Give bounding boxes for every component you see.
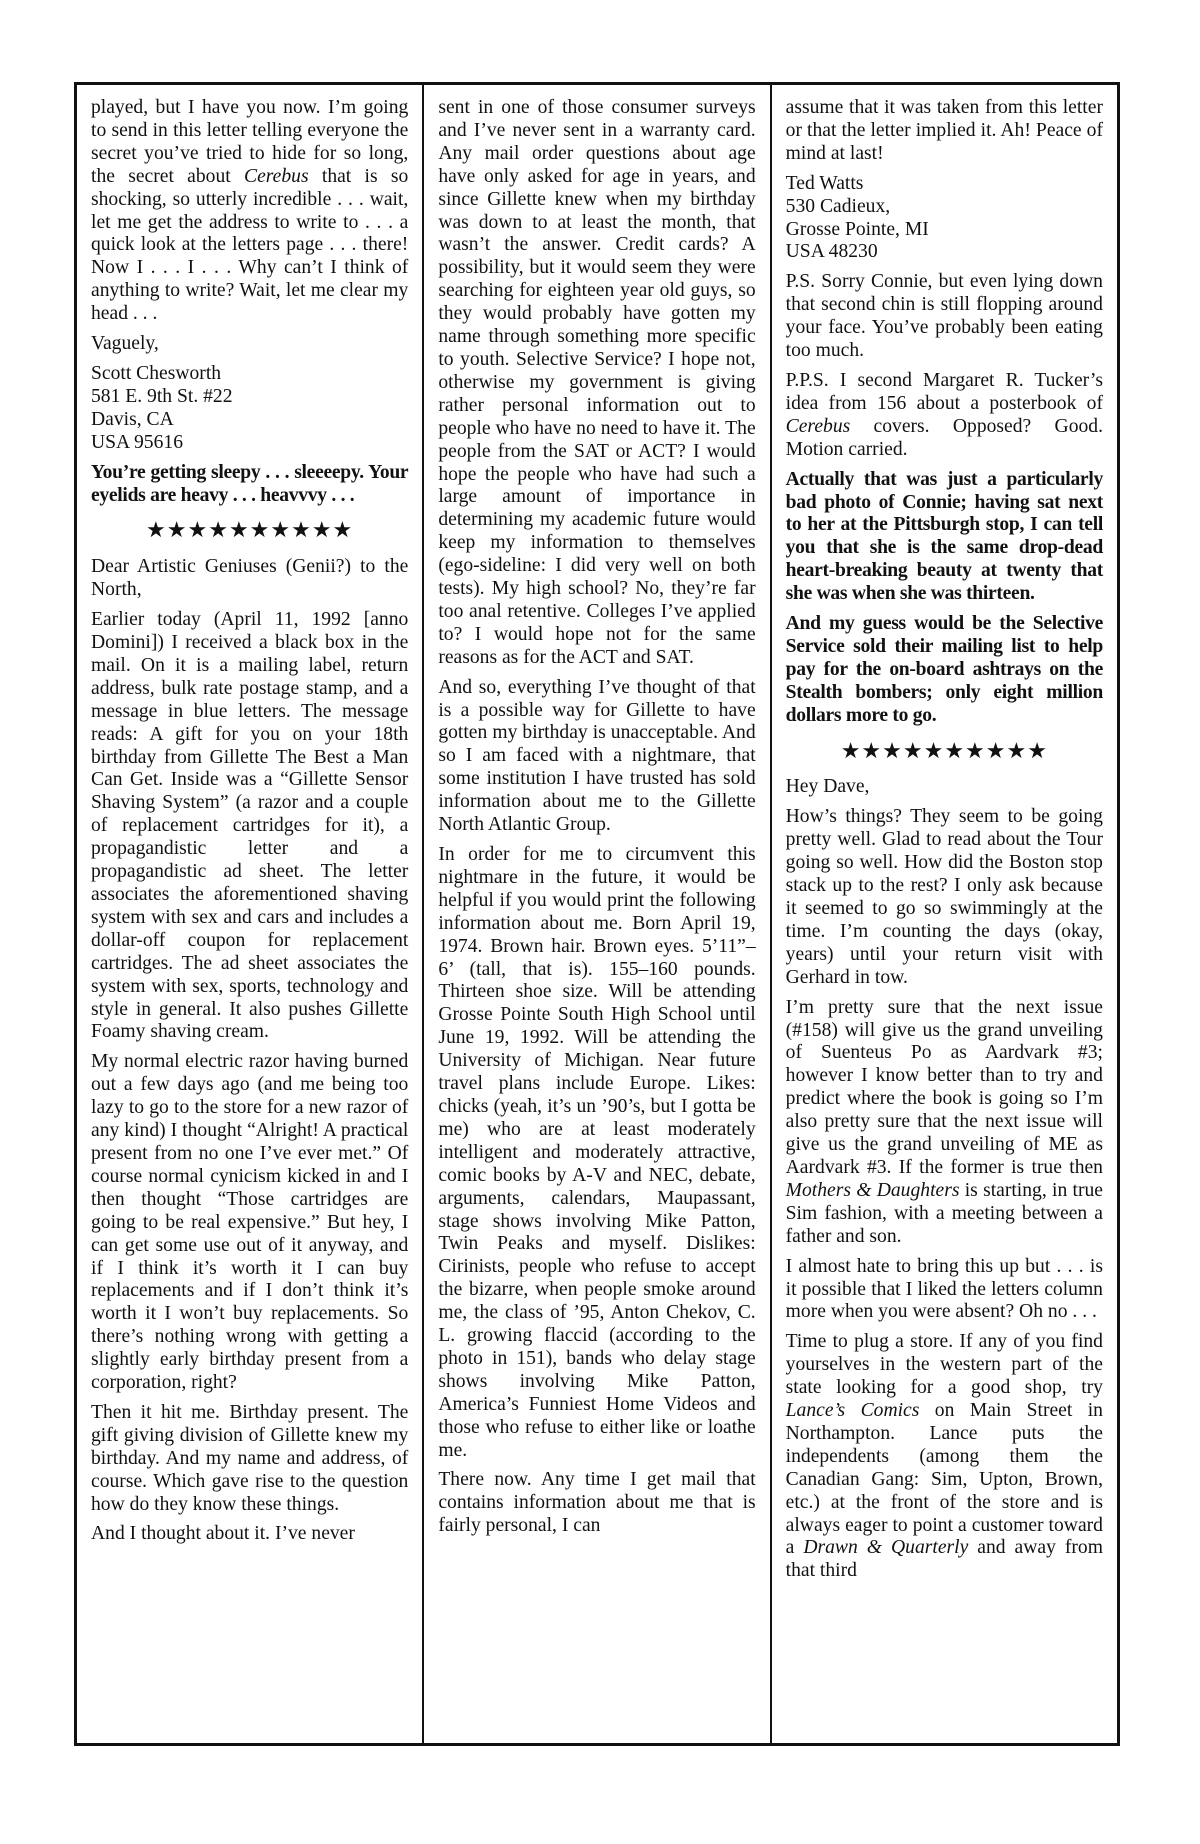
italic-title: Mothers & Daughters [785, 1179, 960, 1201]
letter-paragraph [438, 677, 755, 837]
text-run: Time to plug a store. If any of you find yourselves in the western part of the state looking for a good shop, try [785, 1331, 1103, 1399]
letter-paragraph [786, 776, 1103, 799]
letter-paragraph [786, 806, 1103, 989]
letter-paragraph [786, 97, 1103, 166]
letter-paragraph [786, 370, 1103, 462]
text-run: I almost hate to bring this up but . . . is it possible that I liked the letters column more when you were absent? Oh no . . . [785, 1255, 1103, 1323]
text-run: Actually that was just a particularly bad photo of Connie; having sat next to her at the Pittsburgh stop, I can tell you that she is the same drop-dead heart-breaking beauty at twenty that she was when she was thirteen. [785, 468, 1103, 605]
address-line: USA 48230 [785, 241, 878, 263]
letter-paragraph [786, 1256, 1103, 1325]
text-run: P.S. Sorry Connie, but even lying down that second chin is still flopping around your face. You’ve probably been eating too much. [785, 271, 1103, 362]
letter-paragraph [91, 556, 408, 602]
editor-reply [91, 462, 408, 508]
editor-reply [786, 613, 1103, 728]
star-separator [786, 737, 1103, 763]
letter-paragraph [786, 271, 1103, 363]
text-run: ★★★★★★★★★★ [146, 517, 354, 543]
text-run: There now. Any time I get mail that contains information about me that is fairly personal, I can [438, 1469, 756, 1537]
address-line: 581 E. 9th St. #22 [91, 385, 233, 407]
letter-paragraph [786, 997, 1103, 1249]
column-3 [772, 85, 1117, 1743]
letter-paragraph [438, 97, 755, 670]
text-run: Earlier today (April 11, 1992 [anno Domini]) I received a black box in the mail. On it is a mailing label, return address, bulk rate postage stamp, and a message in blue letters. The message reads: A gift for you on your 18th birthday from Gillette The Best a Man Can Get. Inside was a “Gillette Sensor Shaving System” (a razor and a couple of replacement cartridges for it), a propagandistic letter and a propagandistic ad sheet. The letter associates the aforementioned shaving system with sex and cars and includes a dollar-off coupon for replacement cartridges. The ad sheet associates the system with sex, sports, technology and style in general. It also pushes Gillette Foamy shaving cream. [91, 609, 409, 1043]
star-separator [91, 519, 408, 542]
text-run: How’s things? They seem to be going pretty well. Glad to read about the Tour going so well. How did the Boston stop stack up to the rest? I only ask because it seemed to go so swimmingly at the time. I’m counting the days (okay, years) until your return visit with Gerhard in tow. [785, 806, 1103, 988]
text-run: And so, everything I’ve thought of that is a possible way for Gillette to have gotten my birthday is unacceptable. And so I am faced with a nightmare, that some institution I have trusted has sold information about me to the Gillette North Atlantic Group. [438, 676, 756, 836]
italic-title: Lance’s Comics [785, 1400, 920, 1422]
text-run: And I thought about it. I’ve never [91, 1523, 355, 1545]
address-line: USA 95616 [91, 431, 183, 453]
text-run: on Main Street in Northampton. Lance puts the independents (among them the Canadian Gang: Sim, Upton, Brown, etc.) at the front of the store and is always eager to point a customer toward a [785, 1400, 1103, 1559]
letter-paragraph [91, 333, 408, 356]
address-line: Davis, CA [91, 408, 174, 430]
address-line: Ted Watts [785, 172, 864, 194]
letter-paragraph [438, 1469, 755, 1538]
text-run: My normal electric razor having burned out a few days ago (and me being too lazy to go to the store for a new razor of any kind) I thought “Alright! A practical present from no one I’ve ever met.” Of course normal cynicism kicked in and I then thought “Those cartridges are going to be real expensive.” But hey, I can get some use out of it anyway, and if I think it’s worth it I can buy replacements and if I don’t think it’s worth it I won’t buy replacements. So there’s nothing wrong with getting a slightly early birthday present from a corporation, right? [91, 1051, 409, 1394]
letters-page-frame [74, 82, 1120, 1746]
letter-paragraph [91, 1051, 408, 1395]
italic-title: Cerebus [785, 415, 851, 437]
text-run: sent in one of those consumer surveys and I’ve never sent in a warranty card. Any mail order questions about age have only asked for age in years, and since Gillette knew when my birthday was down to at least the month, that wasn’t the answer. Credit cards? A possibility, but it would seem they were searching for eighteen year old guys, so they would probably have gotten my name through something more specific to youth. Selective Service? I hope not, otherwise my government is giving rather personal information out to people who have no need to have it. The people from the SAT or ACT? I would hope the people who have had such a large amount of importance in determining my academic future would keep my information to themselves (ego-sideline: I did very well on both tests). My high school? No, they’re far too anal retentive. Colleges I’ve applied to? I would hope not for the same reasons as for the ACT and SAT. [438, 97, 756, 668]
letter-paragraph [91, 609, 408, 1044]
letter-paragraph [91, 1523, 408, 1546]
text-run: Then it hit me. Birthday present. The gift giving division of Gillette knew my birthday. And my name and address, of course. Which gave rise to the question how do they know these things. [91, 1401, 409, 1515]
text-run: P.P.S. I second Margaret R. Tucker’s idea from 156 about a posterbook of [785, 369, 1103, 414]
text-run: In order for me to circumvent this nightmare in the future, it would be helpful if you would print the following information about me. Born April 19, 1974. Brown hair. Brown eyes. 5’11”–6’ (tall, that is). 155–160 pounds. Thirteen shoe size. Will be attending Grosse Pointe South High School until June 19, 1992. Will be attending the University of Michigan. Near future travel plans include Europe. Likes: chicks (yeah, it’s un ’90’s, but I gotta be me) who are at least moderately intelligent and moderately attractive, comic books by A-V and NEC, debate, arguments, calendars, Maupassant, stage shows involving Mike Patton, Twin Peaks and myself. Dislikes: Cirinists, people who refuse to accept the bizarre, when people smoke around me, the class of ’95, Anton Chekov, C. L. growing flaccid (according to the photo in 151), bands who delay stage shows involving Mike Patton, America’s Funniest Home Videos and those who refuse to either like or loathe me. [438, 844, 756, 1461]
text-run: Dear Artistic Geniuses (Genii?) to the North, [91, 556, 409, 601]
address-line: Scott Chesworth [91, 362, 222, 384]
text-run: You’re getting sleepy . . . sleeeepy. Your eyelids are heavy . . . heavvvy . . . [91, 461, 409, 506]
address-line: 530 Cadieux, [785, 195, 891, 217]
address-line: Grosse Pointe, MI [785, 218, 929, 240]
letter-paragraph [91, 1402, 408, 1517]
editor-reply [786, 469, 1103, 606]
signature-address [91, 363, 408, 455]
italic-title: Drawn & Quarterly [803, 1537, 969, 1559]
text-run: Vaguely, [91, 333, 159, 355]
letter-paragraph [91, 97, 408, 326]
text-run: Hey Dave, [785, 776, 870, 798]
text-run: assume that it was taken from this letter or that the letter implied it. Ah! Peace of mind at last! [785, 97, 1103, 164]
text-run: and away from that third [785, 1537, 1103, 1582]
text-run: ★★★★★★★★★★ [840, 737, 1048, 763]
text-run: played, but I have you now. I’m going to send in this letter telling everyone the secret you’ve tried to hide for so long, the secret about [91, 97, 409, 187]
column-1 [77, 85, 424, 1743]
letter-paragraph [786, 1331, 1103, 1583]
text-run: that is so shocking, so utterly incredible . . . wait, let me get the address to write to . . . a quick look at the letters page . . . there! Now I . . . I . . . Why can’t I think of anything to write? Wait, let me clear my head . . . [91, 165, 409, 325]
signature-address [786, 173, 1103, 265]
letter-paragraph [438, 844, 755, 1462]
text-run: I’m pretty sure that the next issue (#158) will give us the grand unveiling of Suenteus Po as Aardvark #3; however I know better than to try and predict where the book is going so I’m also pretty sure that the next issue will give us the grand unveiling of ME as Aardvark #3. If the former is true then [785, 996, 1103, 1178]
column-2 [424, 85, 771, 1743]
text-run: is starting, in true Sim fashion, with a meeting between a father and son. [785, 1179, 1103, 1247]
italic-title: Cerebus [244, 165, 309, 187]
text-run: And my guess would be the Selective Service sold their mailing list to help pay for the on-board ashtrays on the Stealth bombers; only eight million dollars more to go. [785, 613, 1103, 726]
text-run: covers. Opposed? Good. Motion carried. [785, 415, 1103, 460]
